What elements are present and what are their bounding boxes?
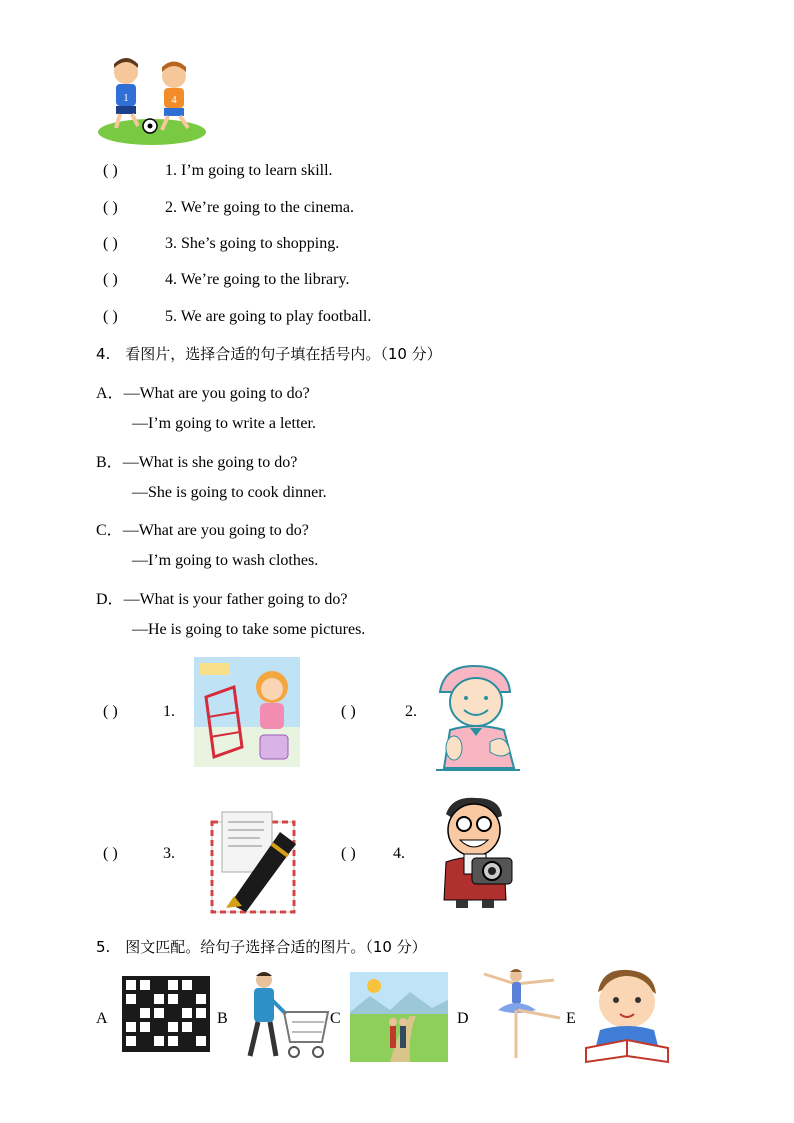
option-letter: A． [96,385,124,402]
answer-blank[interactable]: ( ) [103,845,118,862]
pen-and-letter-picture [200,808,310,918]
picture-label-e: E [566,1010,576,1027]
blank-1: ( ) 1. [103,703,175,720]
option-d: D．—What is your father going to do? [96,591,348,608]
option-b-answer: —She is going to cook dinner. [132,484,327,501]
option-c: C．—What are you going to do? [96,522,309,539]
answer-blank[interactable]: ( ) [103,235,118,252]
girl-washing-clothes-picture [194,657,300,767]
blank-2: ( ) 2. [341,703,417,720]
answer-blank[interactable]: ( ) [103,271,118,288]
option-letter: C． [96,522,123,539]
blank-3: ( ) 3. [103,845,175,862]
picture-label-b: B [217,1010,228,1027]
statement-3: ( ) 3. She’s going to shopping. [103,235,340,252]
option-a-answer: —I’m going to write a letter. [132,415,316,432]
statement-1: ( ) 1. I’m going to learn skill. [103,162,333,179]
shopping-cart-picture [236,970,332,1062]
option-c-answer: —I’m going to wash clothes. [132,552,319,569]
option-letter: D． [96,591,124,608]
ballet-dancer-picture [476,966,564,1062]
section-4-heading: 4. 看图片，选择合适的句子填在括号内。（10 分） [96,345,442,363]
picture-label-d: D [457,1010,469,1027]
countryside-walk-picture [350,972,448,1062]
blank-4: ( ) 4. [341,845,405,862]
crossword-picture [122,976,210,1052]
option-d-answer: —He is going to take some pictures. [132,621,366,638]
boy-reading-picture [584,968,670,1064]
shirt-number-1: 1 [123,92,129,104]
answer-blank[interactable]: ( ) [341,703,356,720]
picture-label-c: C [330,1010,341,1027]
shirt-number-4: 4 [171,94,177,106]
option-b: B．—What is she going to do? [96,454,298,471]
woman-cooking-picture [430,662,524,772]
answer-blank[interactable]: ( ) [103,308,118,325]
statement-2: ( ) 2. We’re going to the cinema. [103,199,355,216]
option-a: A．—What are you going to do? [96,385,310,402]
answer-blank[interactable]: ( ) [341,845,356,862]
option-letter: B． [96,454,123,471]
statement-5: ( ) 5. We are going to play football. [103,308,372,325]
football-boys-picture [96,56,208,146]
section-5-heading: 5. 图文匹配。给句子选择合适的图片。（10 分） [96,938,427,956]
answer-blank[interactable]: ( ) [103,703,118,720]
answer-blank[interactable]: ( ) [103,199,118,216]
statement-4: ( ) 4. We’re going to the library. [103,271,350,288]
man-with-camera-picture [430,796,520,908]
picture-label-a: A [96,1010,108,1027]
answer-blank[interactable]: ( ) [103,162,118,179]
